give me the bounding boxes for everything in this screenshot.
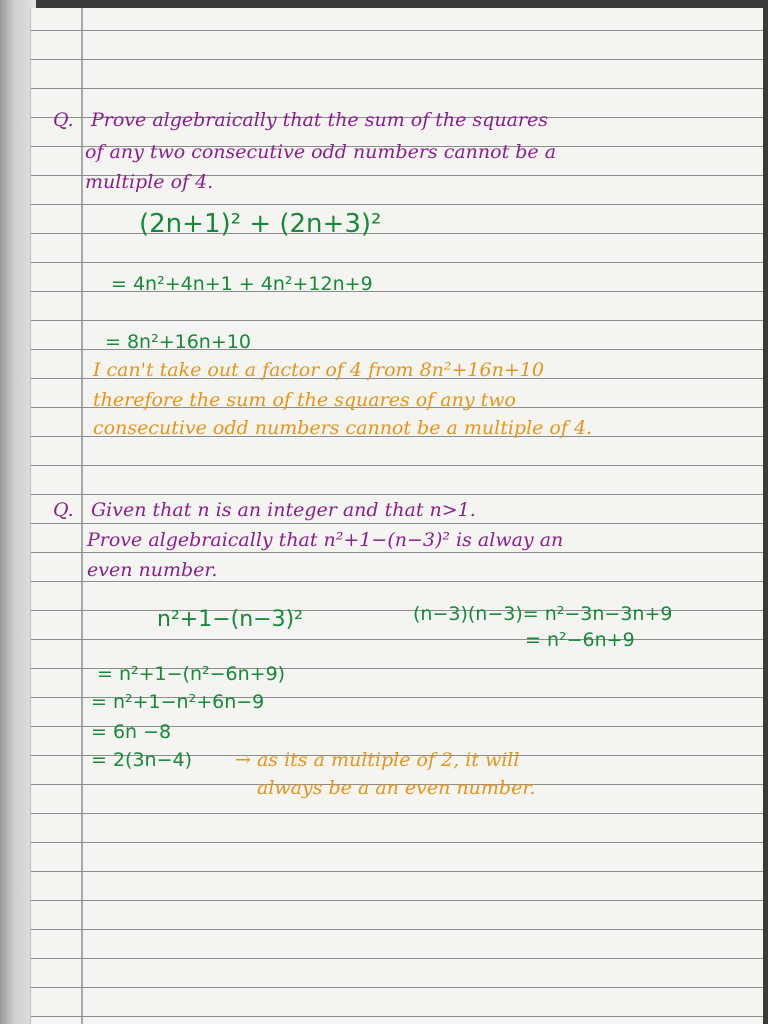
- q2-side-working-line1: (n−3)(n−3)= n²−3n−3n+9: [413, 603, 673, 625]
- q1-conclusion-line1: I can't take out a factor of 4 from 8n²+16n+10: [93, 359, 544, 381]
- ruled-line: [31, 88, 763, 89]
- q2-conclusion-line2: always be a an even number.: [257, 777, 536, 799]
- ruled-line: [31, 320, 763, 321]
- q1-text-line1: Prove algebraically that the sum of the squares: [91, 109, 548, 131]
- ruled-line: [31, 204, 763, 205]
- ruled-line: [31, 523, 763, 524]
- q2-step3: = 6n −8: [91, 721, 172, 743]
- ruled-line: [31, 59, 763, 60]
- q1-expression: (2n+1)² + (2n+3)²: [139, 209, 382, 239]
- q1-step1: = 4n²+4n+1 + 4n²+12n+9: [111, 273, 373, 295]
- q2-expression: n²+1−(n−3)²: [157, 607, 303, 632]
- ruled-line: [31, 813, 763, 814]
- ruled-line: [31, 639, 763, 640]
- ruled-line: [31, 465, 763, 466]
- q2-text-line3: even number.: [87, 559, 218, 581]
- ruled-line: [31, 262, 763, 263]
- q1-conclusion-line2: therefore the sum of the squares of any two: [93, 389, 516, 411]
- q2-text-line1: Given that n is an integer and that n>1.: [91, 499, 476, 521]
- ruled-line: [31, 30, 763, 31]
- ruled-line: [31, 552, 763, 553]
- ruled-line: [31, 871, 763, 872]
- q2-side-working-line2: = n²−6n+9: [525, 629, 635, 651]
- ruled-line: [31, 1016, 763, 1017]
- q1-step2: = 8n²+16n+10: [105, 331, 251, 353]
- q1-conclusion-line3: consecutive odd numbers cannot be a multiple of 4.: [93, 417, 593, 439]
- q2-marker: Q.: [53, 499, 74, 521]
- q2-text-line2: Prove algebraically that n²+1−(n−3)² is alway an: [87, 529, 564, 551]
- q1-text-line3: multiple of 4.: [85, 171, 214, 193]
- q2-step1: = n²+1−(n²−6n+9): [97, 663, 286, 685]
- ruled-line: [31, 929, 763, 930]
- q2-step4: = 2(3n−4): [91, 749, 193, 771]
- q1-marker: Q.: [53, 109, 74, 131]
- q2-step2: = n²+1−n²+6n−9: [91, 691, 265, 713]
- q1-text-line2: of any two consecutive odd numbers cannot be a: [85, 141, 557, 163]
- ruled-line: [31, 900, 763, 901]
- notebook-page: [30, 8, 763, 1024]
- q2-conclusion-line1: → as its a multiple of 2, it will: [235, 749, 520, 771]
- ruled-line: [31, 987, 763, 988]
- ruled-line: [31, 842, 763, 843]
- ruled-line: [31, 958, 763, 959]
- ruled-line: [31, 494, 763, 495]
